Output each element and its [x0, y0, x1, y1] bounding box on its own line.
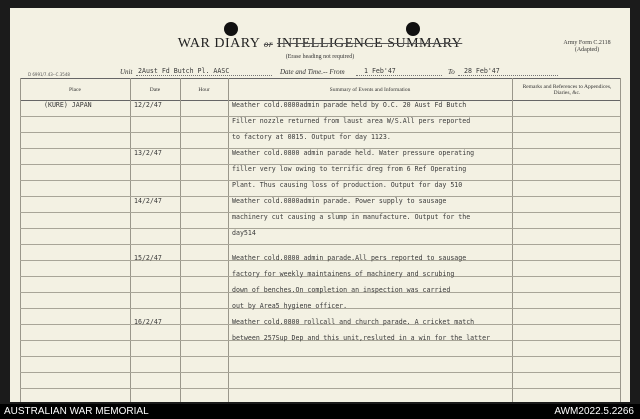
unit-label: Unit: [120, 68, 133, 76]
entry-summary-line: to factory at 0815. Output for day 1123.: [232, 133, 391, 141]
army-form-line2: (Adapted): [574, 47, 600, 53]
to-label: To: [448, 68, 455, 76]
column-rule: [20, 78, 21, 402]
column-header-summary: Summary of Events and Information: [329, 87, 411, 93]
to-value: 28 Feb'47: [464, 67, 500, 75]
row-rule: [20, 356, 620, 357]
column-header-remarks: Remarks and References to Appendices, Diaries, &c.: [522, 84, 612, 96]
punch-hole-left: [224, 22, 238, 36]
entry-date: 16/2/47: [134, 318, 162, 326]
title-intelligence-summary: INTELLIGENCE SUMMARY: [276, 36, 463, 51]
punch-hole-right: [406, 22, 420, 36]
column-header-date: Date: [149, 87, 161, 93]
entry-date: 15/2/47: [134, 254, 162, 262]
column-header-hour: Hour: [198, 87, 210, 93]
army-form-number: [542, 40, 630, 54]
date-time-label: Date and Time.-- From: [280, 68, 345, 76]
footer-accession-number: AWM2022.5.2266: [554, 406, 634, 417]
footer-bar: [0, 404, 640, 419]
unit-field: [136, 66, 272, 76]
entry-date: 12/2/47: [134, 101, 162, 109]
column-header-place: Place: [69, 87, 81, 93]
entry-summary-line: Weather cold.0800 rollcall and church parade. A cricket match: [232, 318, 475, 326]
row-rule: [20, 244, 620, 245]
column-rule: [130, 78, 131, 402]
column-rule: [180, 78, 181, 402]
row-rule: [20, 388, 620, 389]
entry-summary-line: down of benches.On completion an inspection was carried: [232, 286, 451, 294]
footer-credit: AUSTRALIAN WAR MEMORIAL: [4, 406, 149, 417]
from-field: [356, 66, 442, 76]
entry-summary-line: Plant. Thus causing loss of production. Output for day 510: [232, 181, 463, 189]
form-subtitle: (Erase heading not required): [285, 54, 355, 60]
entry-summary-line: Weather cold.0800 admin parade held. Water pressure operating: [232, 149, 475, 157]
from-value: 1 Feb'47: [364, 67, 396, 75]
entry-summary-line: factory for weekly maintainens of machinery and scrubing: [232, 270, 455, 278]
entry-summary-line: Weather cold.0800admin parade. Power supply to sausage: [232, 197, 447, 205]
entry-summary-line: machinery cut causing a slump in manufacture. Output for the: [232, 213, 471, 221]
entry-summary-line: between 257Sup Dep and this unit,resluted in a win for the latter: [232, 334, 491, 342]
row-rule: [20, 228, 620, 229]
entry-summary-line: filler very low owing to terrific dreg from 6 Ref Operating: [232, 165, 467, 173]
entry-summary-line: Weather cold.0800admin parade held by O.C. 20 Aust Fd Butch: [232, 101, 467, 109]
to-field: [458, 66, 558, 76]
form-title: [10, 36, 630, 52]
column-rule: [228, 78, 229, 402]
entry-date: 14/2/47: [134, 197, 162, 205]
entry-summary-line: Filler nozzle returned from laust area W/S.All pers reported: [232, 117, 471, 125]
entry-summary-line: Weather cold.0800 admin parade.All pers reported to sausage: [232, 254, 467, 262]
entry-date: 13/2/47: [134, 149, 162, 157]
title-war-diary: WAR DIARY: [177, 36, 260, 51]
row-rule: [20, 372, 620, 373]
print-code: D 6991/7.43--C.3548: [28, 72, 70, 77]
entry-summary-line: out by Area5 hygiene officer.: [232, 302, 348, 310]
entry-summary-line: day514: [232, 229, 256, 237]
column-rule: [620, 78, 621, 402]
diary-sheet: [10, 8, 630, 402]
army-form-line1: Army Form C.2118: [563, 40, 611, 46]
unit-value: 2Aust Fd Butch Pl. AASC: [138, 67, 230, 75]
column-rule: [512, 78, 513, 402]
title-or: or: [263, 39, 273, 49]
entry-place: (KURE) JAPAN: [44, 101, 92, 109]
table-top-rule: [20, 78, 620, 79]
